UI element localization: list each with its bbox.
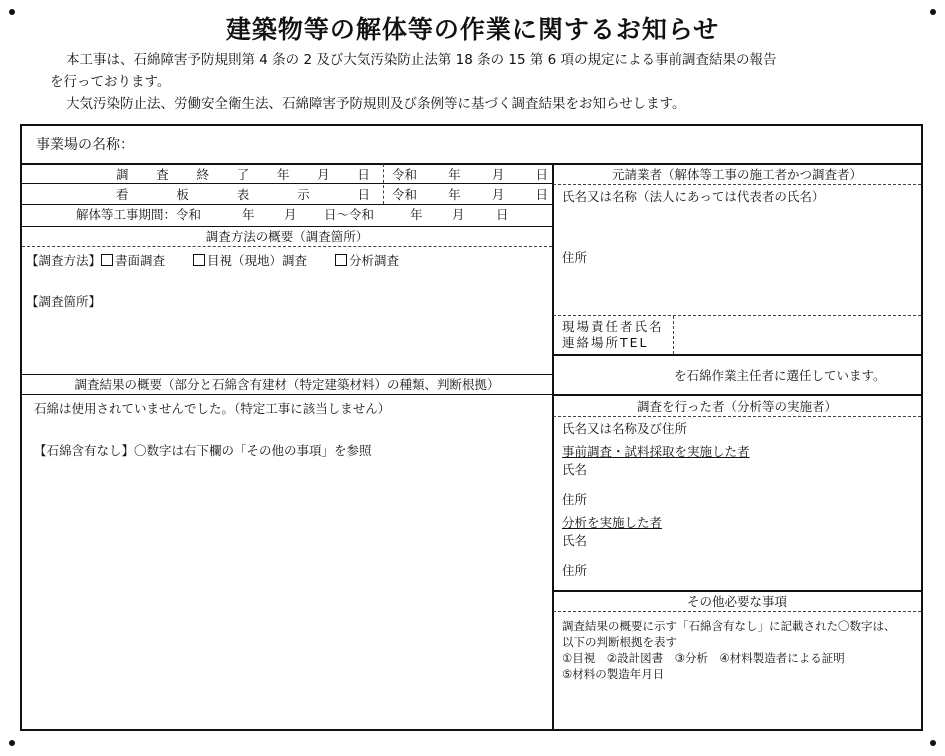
pre-survey-name-label: 氏名 bbox=[562, 462, 588, 477]
divider bbox=[553, 611, 921, 612]
method-summary-header: 調査方法の概要（調査箇所） bbox=[205, 229, 369, 244]
supervisor-text: を石綿作業主任者に選任しています。 bbox=[674, 368, 886, 383]
sign-display-date: 令和 年 月 日 bbox=[392, 187, 548, 202]
surveyor-name-address-label: 氏名又は名称及び住所 bbox=[562, 421, 688, 436]
site-manager-label: 現場責任者氏名 bbox=[562, 319, 664, 334]
other-line-4: ⑤材料の製造年月日 bbox=[562, 667, 665, 681]
divider bbox=[22, 163, 921, 165]
location-label: 【調査箇所】 bbox=[26, 294, 102, 309]
analysis-address-label: 住所 bbox=[562, 563, 588, 578]
survey-end-label: 調 査 終 了 年 月 日 bbox=[116, 167, 370, 182]
period-part: 月 bbox=[284, 207, 297, 222]
other-line-2: 以下の判断根拠を表す bbox=[562, 635, 677, 649]
divider bbox=[22, 246, 552, 247]
period-part: 年 bbox=[242, 207, 255, 222]
analysis-label: 分析を実施した者 bbox=[562, 515, 663, 530]
divider bbox=[22, 183, 552, 184]
checkbox-analysis-survey[interactable] bbox=[335, 254, 347, 266]
divider bbox=[383, 164, 384, 204]
pre-survey-label: 事前調査・試料採取を実施した者 bbox=[562, 444, 750, 459]
result-header: 調査結果の概要（部分と石綿含有建材（特定建築材料）の種類、判断根拠） bbox=[74, 377, 500, 392]
divider bbox=[553, 590, 921, 592]
surveyor-header: 調査を行った者（分析等の実施者） bbox=[636, 399, 837, 414]
intro-line-3: 大気汚染防止法、労働安全衛生法、石綿障害予防規則及び条例等に基づく調査結果をお知らせします。 bbox=[66, 96, 686, 112]
intro-line-2: を行っております。 bbox=[50, 74, 171, 90]
divider bbox=[553, 354, 921, 356]
column-divider bbox=[552, 163, 554, 729]
period-part: 年 bbox=[410, 207, 423, 222]
checkbox-visual-survey[interactable] bbox=[193, 254, 205, 266]
divider bbox=[553, 184, 921, 185]
method-option: 分析調査 bbox=[349, 253, 400, 268]
divider bbox=[673, 316, 674, 354]
pre-survey-address-label: 住所 bbox=[562, 492, 588, 507]
contractor-header: 元請業者（解体等工事の施工者かつ調査者） bbox=[611, 167, 862, 182]
method-row bbox=[26, 253, 399, 269]
other-line-3: ①目視 ②設計図書 ③分析 ④材料製造者による証明 bbox=[562, 651, 845, 665]
period-part: 日 bbox=[496, 207, 509, 222]
other-header: その他必要な事項 bbox=[686, 594, 787, 609]
period-label: 解体等工事期間：令和 bbox=[76, 207, 202, 222]
mount-hole bbox=[9, 740, 15, 746]
other-line-1: 調査結果の概要に示す「石綿含有なし」に記載された〇数字は、 bbox=[562, 619, 896, 633]
divider bbox=[22, 394, 552, 395]
analysis-name-label: 氏名 bbox=[562, 533, 588, 548]
divider bbox=[553, 416, 921, 417]
divider bbox=[22, 226, 552, 227]
divider bbox=[553, 394, 921, 396]
notice-title: 建築物等の解体等の作業に関するお知らせ bbox=[225, 15, 720, 44]
period-part: 月 bbox=[452, 207, 465, 222]
mount-hole bbox=[930, 740, 936, 746]
sign-display-label: 看 板 表 示 日 bbox=[116, 187, 370, 202]
info-table bbox=[20, 124, 923, 731]
contractor-name-label: 氏名又は名称（法人にあっては代表者の氏名） bbox=[562, 189, 825, 204]
site-name-label: 事業場の名称： bbox=[36, 137, 134, 153]
method-option: 目視（現地）調査 bbox=[207, 253, 308, 268]
survey-end-date: 令和 年 月 日 bbox=[392, 167, 548, 182]
divider bbox=[22, 204, 552, 205]
contractor-address-label: 住所 bbox=[562, 250, 588, 265]
method-option: 書面調査 bbox=[115, 253, 166, 268]
contact-tel-label: 連絡場所TEL bbox=[562, 335, 649, 350]
intro-line-1: 本工事は、石綿障害予防規則第 4 条の 2 及び大気汚染防止法第 18 条の 15 第 6 項の規定による事前調査結果の報告 bbox=[66, 52, 777, 68]
result-line-1: 石綿は使用されていませんでした。（特定工事に該当しません） bbox=[34, 401, 391, 416]
result-line-2: 【石綿含有なし】〇数字は右下欄の「その他の事項」を参照 bbox=[34, 443, 372, 458]
method-label: 【調査方法】 bbox=[26, 253, 102, 268]
checkbox-document-survey[interactable] bbox=[101, 254, 113, 266]
period-part: 日〜令和 bbox=[324, 207, 375, 222]
divider bbox=[22, 374, 552, 375]
divider bbox=[553, 315, 921, 316]
